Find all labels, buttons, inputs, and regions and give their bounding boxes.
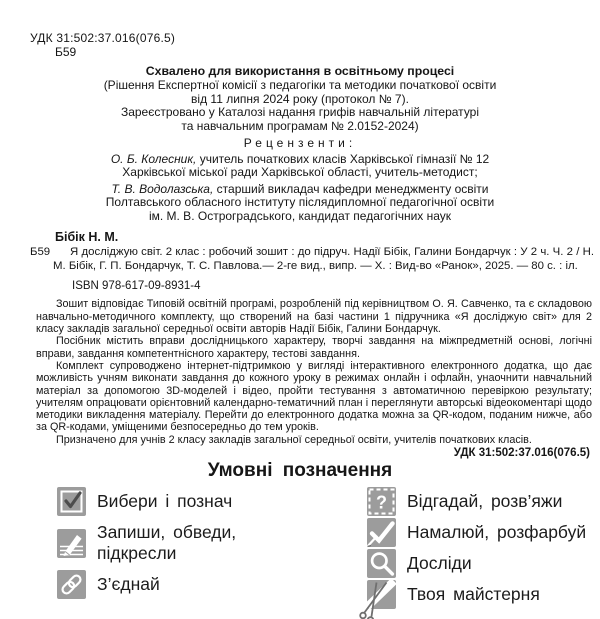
approval-title: Схвалено для використання в освітньому процесі bbox=[145, 64, 455, 78]
legend-item bbox=[57, 522, 310, 564]
reviewers-section bbox=[0, 137, 600, 223]
legend-item-label: З’єднай bbox=[97, 574, 160, 594]
reviewer-role: Харківської міської ради Харківської області, учитель-методист; bbox=[122, 165, 478, 180]
annotation-block bbox=[36, 298, 592, 446]
reviewer-role: Полтавського обласного інституту післядипломної педагогічної освіти bbox=[105, 195, 495, 210]
legend-item-label: Запиши, обведи, підкресли bbox=[97, 522, 237, 563]
annotation-paragraph: Зошит відповідає Типовій освітній програмі, розробленій під керівництвом О. Я. Савченко, та є складовою навчально-методичного комплекту, що створений на базі частини 1 підручника «Я досліджую світ» для 2 класу закладів загальної середньої освіти авторів Надії Бібік, Галини Бондарчук. bbox=[36, 298, 592, 336]
bibliographic-entry bbox=[0, 245, 600, 273]
approval-line: та навчальним програмам № 2.0152-2024) bbox=[181, 118, 419, 133]
reviewer-name: О. Б. Колесник, bbox=[110, 151, 197, 166]
udk-number-bottom: УДК 31:502:37.016(076.5) bbox=[453, 447, 590, 459]
reviewer-entry bbox=[0, 183, 600, 224]
scissors-icon bbox=[367, 580, 396, 609]
legend-item bbox=[57, 487, 310, 516]
approval-line: Зареєстровано у Каталозі надання грифів навчальній літературі bbox=[120, 105, 480, 120]
legend-item bbox=[367, 580, 586, 609]
legend-column-right bbox=[310, 487, 586, 611]
legend-item-label: Відгадай, розв’яжи bbox=[407, 491, 563, 511]
udk-number: УДК 31:502:37.016(076.5) bbox=[30, 31, 176, 45]
legend-item bbox=[367, 518, 586, 547]
legend-item-label: Твоя майстерня bbox=[407, 584, 540, 604]
paintbrush-icon bbox=[367, 518, 396, 547]
annotation-paragraph: Посібник містить вправи дослідницького характеру, творчі завдання на міжпредметній основі, логічні вправи, завдання компетентнісного характеру, тестові завдання. bbox=[36, 335, 592, 360]
annotation-paragraph: Призначено для учнів 2 класу закладів загальної середньої освіти, учителів початкових класів. bbox=[56, 433, 532, 446]
legend-column-left bbox=[0, 487, 310, 611]
legend-item-label: Намалюй, розфарбуй bbox=[407, 522, 587, 542]
author-name-heading: Бібік Н. М. bbox=[55, 230, 119, 245]
checkbox-check-icon bbox=[57, 487, 86, 516]
reviewers-heading: Рецензенти: bbox=[243, 136, 357, 151]
reviewer-name: Т. В. Водолазська, bbox=[111, 181, 214, 196]
chain-link-icon bbox=[57, 570, 86, 599]
annotation-paragraph: Комплект супроводжено інтернет-підтримкою у вигляді інтерактивного електронного додатка, що дає можливість учням виконати завдання до кожного уроку в режимах онлайн і офлайн, унаочнити навчальний матеріал за допомогою 3D-моделей і відео, пройти тестування з автоматичною перевіркою результату; учителям опрацювати орієнтовний календарно-тематичний план і переглянути авторські відеокоментарі щодо методики викладення матеріалу. Перейти до електронного додатка можна за QR-кодом, поданим нижче, або за QR-кодами, уміщеними безпосередньо до тем уроків. bbox=[36, 359, 592, 434]
approval-line: від 11 липня 2024 року (протокол № 7). bbox=[191, 91, 409, 106]
legend-item bbox=[367, 549, 586, 578]
legend-item-label: Вибери і познач bbox=[97, 491, 233, 511]
pen-write-icon bbox=[57, 529, 86, 558]
isbn-number: ISBN 978-617-09-8931-4 bbox=[72, 280, 201, 293]
legend-item-label: Досліди bbox=[407, 553, 472, 573]
author-sign-code: Б59 bbox=[55, 45, 77, 59]
author-sign-code: Б59 bbox=[30, 246, 51, 259]
bibliographic-text: Я досліджую світ. 2 клас : робочий зошит : до підруч. Надії Бібік, Галини Бондарчук : У 2 ч. Ч. 2 / Н. М. Бібік, Г. П. Бондарчук, Т. С. Павлова.— 2-ге вид., випр. — Х. : Вид-во «Ранок», 2025. — 80 с. : іл. bbox=[53, 246, 594, 273]
legend-item bbox=[367, 487, 586, 516]
legend-section bbox=[0, 487, 600, 611]
approval-line: (Рішення Експертної комісії з педагогіки та методики початкової освіти bbox=[103, 78, 497, 93]
reviewer-entry bbox=[0, 153, 600, 180]
reviewer-role: ім. М. В. Остроградського, кандидат педагогічних наук bbox=[148, 208, 452, 223]
magnifier-icon bbox=[367, 549, 396, 578]
reviewer-role: старший викладач кафедри менеджменту освіти bbox=[213, 181, 489, 196]
legend-item bbox=[57, 570, 310, 599]
legend-title: Умовні позначення bbox=[207, 460, 393, 481]
approval-note bbox=[0, 65, 600, 133]
reviewer-role: учитель початкових класів Харківської гімназії № 12 bbox=[196, 151, 490, 166]
svg-text:?: ? bbox=[376, 492, 387, 513]
question-mark-icon bbox=[367, 487, 396, 516]
